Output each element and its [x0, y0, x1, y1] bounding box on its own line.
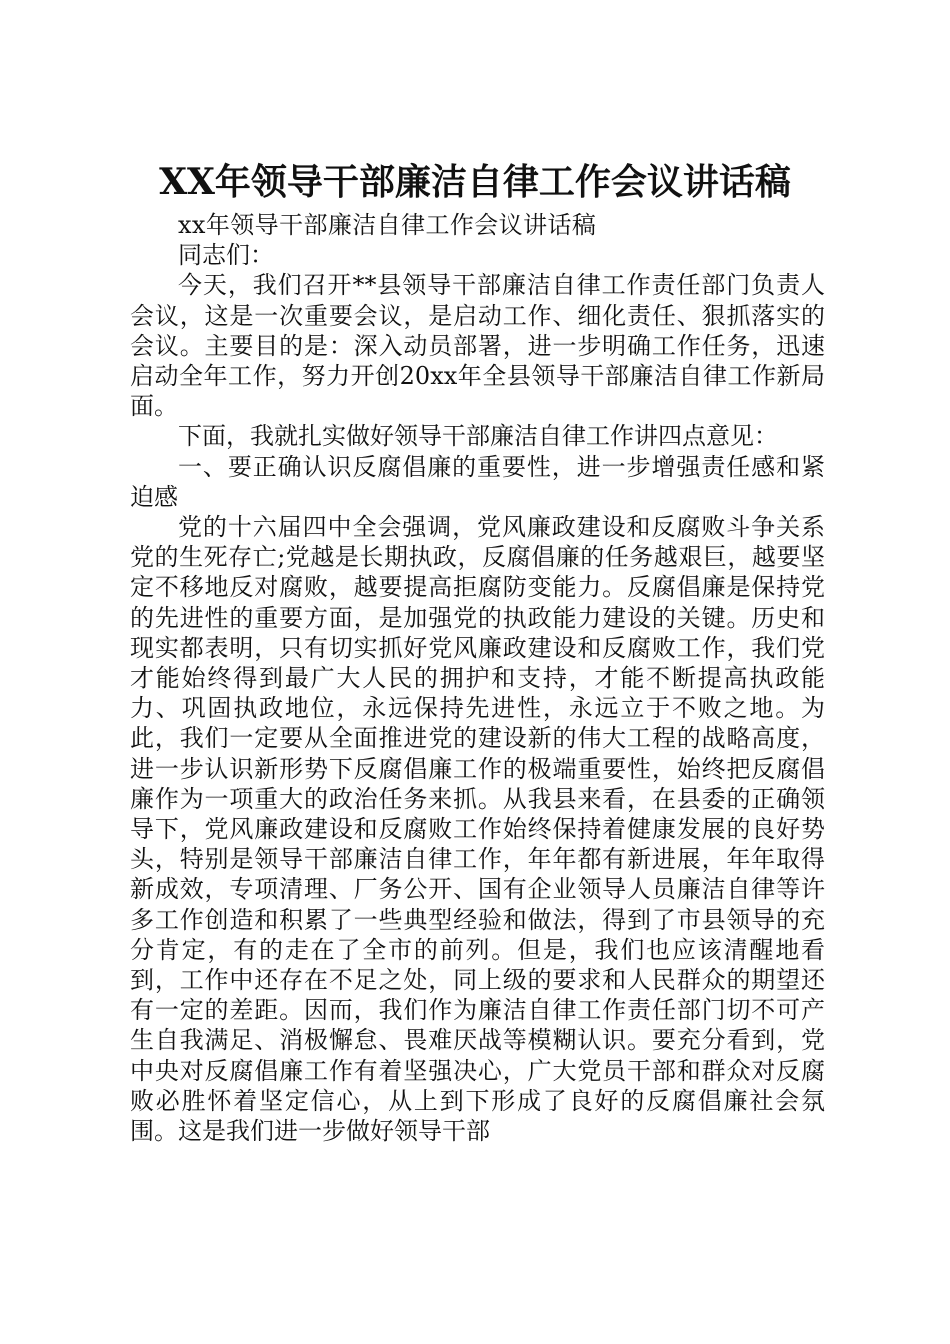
section-heading: 一、要正确认识反腐倡廉的重要性，进一步增强责任感和紧迫感: [130, 452, 825, 511]
document-body: [130, 210, 825, 1146]
body-paragraph: 今天，我们召开**县领导干部廉洁自律工作责任部门负责人会议，这是一次重要会议，是启动工作、细化责任、狠抓落实的会议。主要目的是：深入动员部署，进一步明确工作任务，迅速启动全年工作，努力开创20xx年全县领导干部廉洁自律工作新局面。: [130, 271, 825, 421]
document-title: XX年领导干部廉洁自律工作会议讲话稿: [159, 161, 791, 203]
salutation-paragraph: 同志们：: [178, 241, 274, 270]
subtitle-paragraph: xx年领导干部廉洁自律工作会议讲话稿: [178, 211, 597, 239]
body-paragraph: 党的十六届四中全会强调，党风廉政建设和反腐败斗争关系党的生死存亡;党越是长期执政，反腐倡廉的任务越艰巨，越要坚定不移地反对腐败，越要提高拒腐防变能力。反腐倡廉是保持党的先进性的重要方面，是加强党的执政能力建设的关键。历史和现实都表明，只有切实抓好党风廉政建设和反腐败工作，我们党才能始终得到最广大人民的拥护和支持，才能不断提高执政能力、巩固执政地位，永远保持先进性，永远立于不败之地。为此，我们一定要从全面推进党的建设新的伟大工程的战略高度，进一步认识新形势下反腐倡廉工作的极端重要性，始终把反腐倡廉作为一项重大的政治任务来抓。从我县来看，在县委的正确领导下，党风廉政建设和反腐败工作始终保持着健康发展的良好势头，特别是领导干部廉洁自律工作，年年都有新进展，年年取得新成效，专项清理、厂务公开、国有企业领导人员廉洁自律等许多工作创造和积累了一些典型经验和做法，得到了市县领导的充分肯定，有的走在了全市的前列。但是，我们也应该清醒地看到，工作中还存在不足之处，同上级的要求和人民群众的期望还有一定的差距。因而，我们作为廉洁自律工作责任部门切不可产生自我满足、消极懈怠、畏难厌战等模糊认识。要充分看到，党中央对反腐倡廉工作有着坚强决心，广大党员干部和群众对反腐败必胜怀着坚定信心，从上到下形成了良好的反腐倡廉社会氛围。这是我们进一步做好领导干部: [130, 513, 825, 1146]
body-paragraph: 下面，我就扎实做好领导干部廉洁自律工作讲四点意见：: [178, 422, 778, 451]
